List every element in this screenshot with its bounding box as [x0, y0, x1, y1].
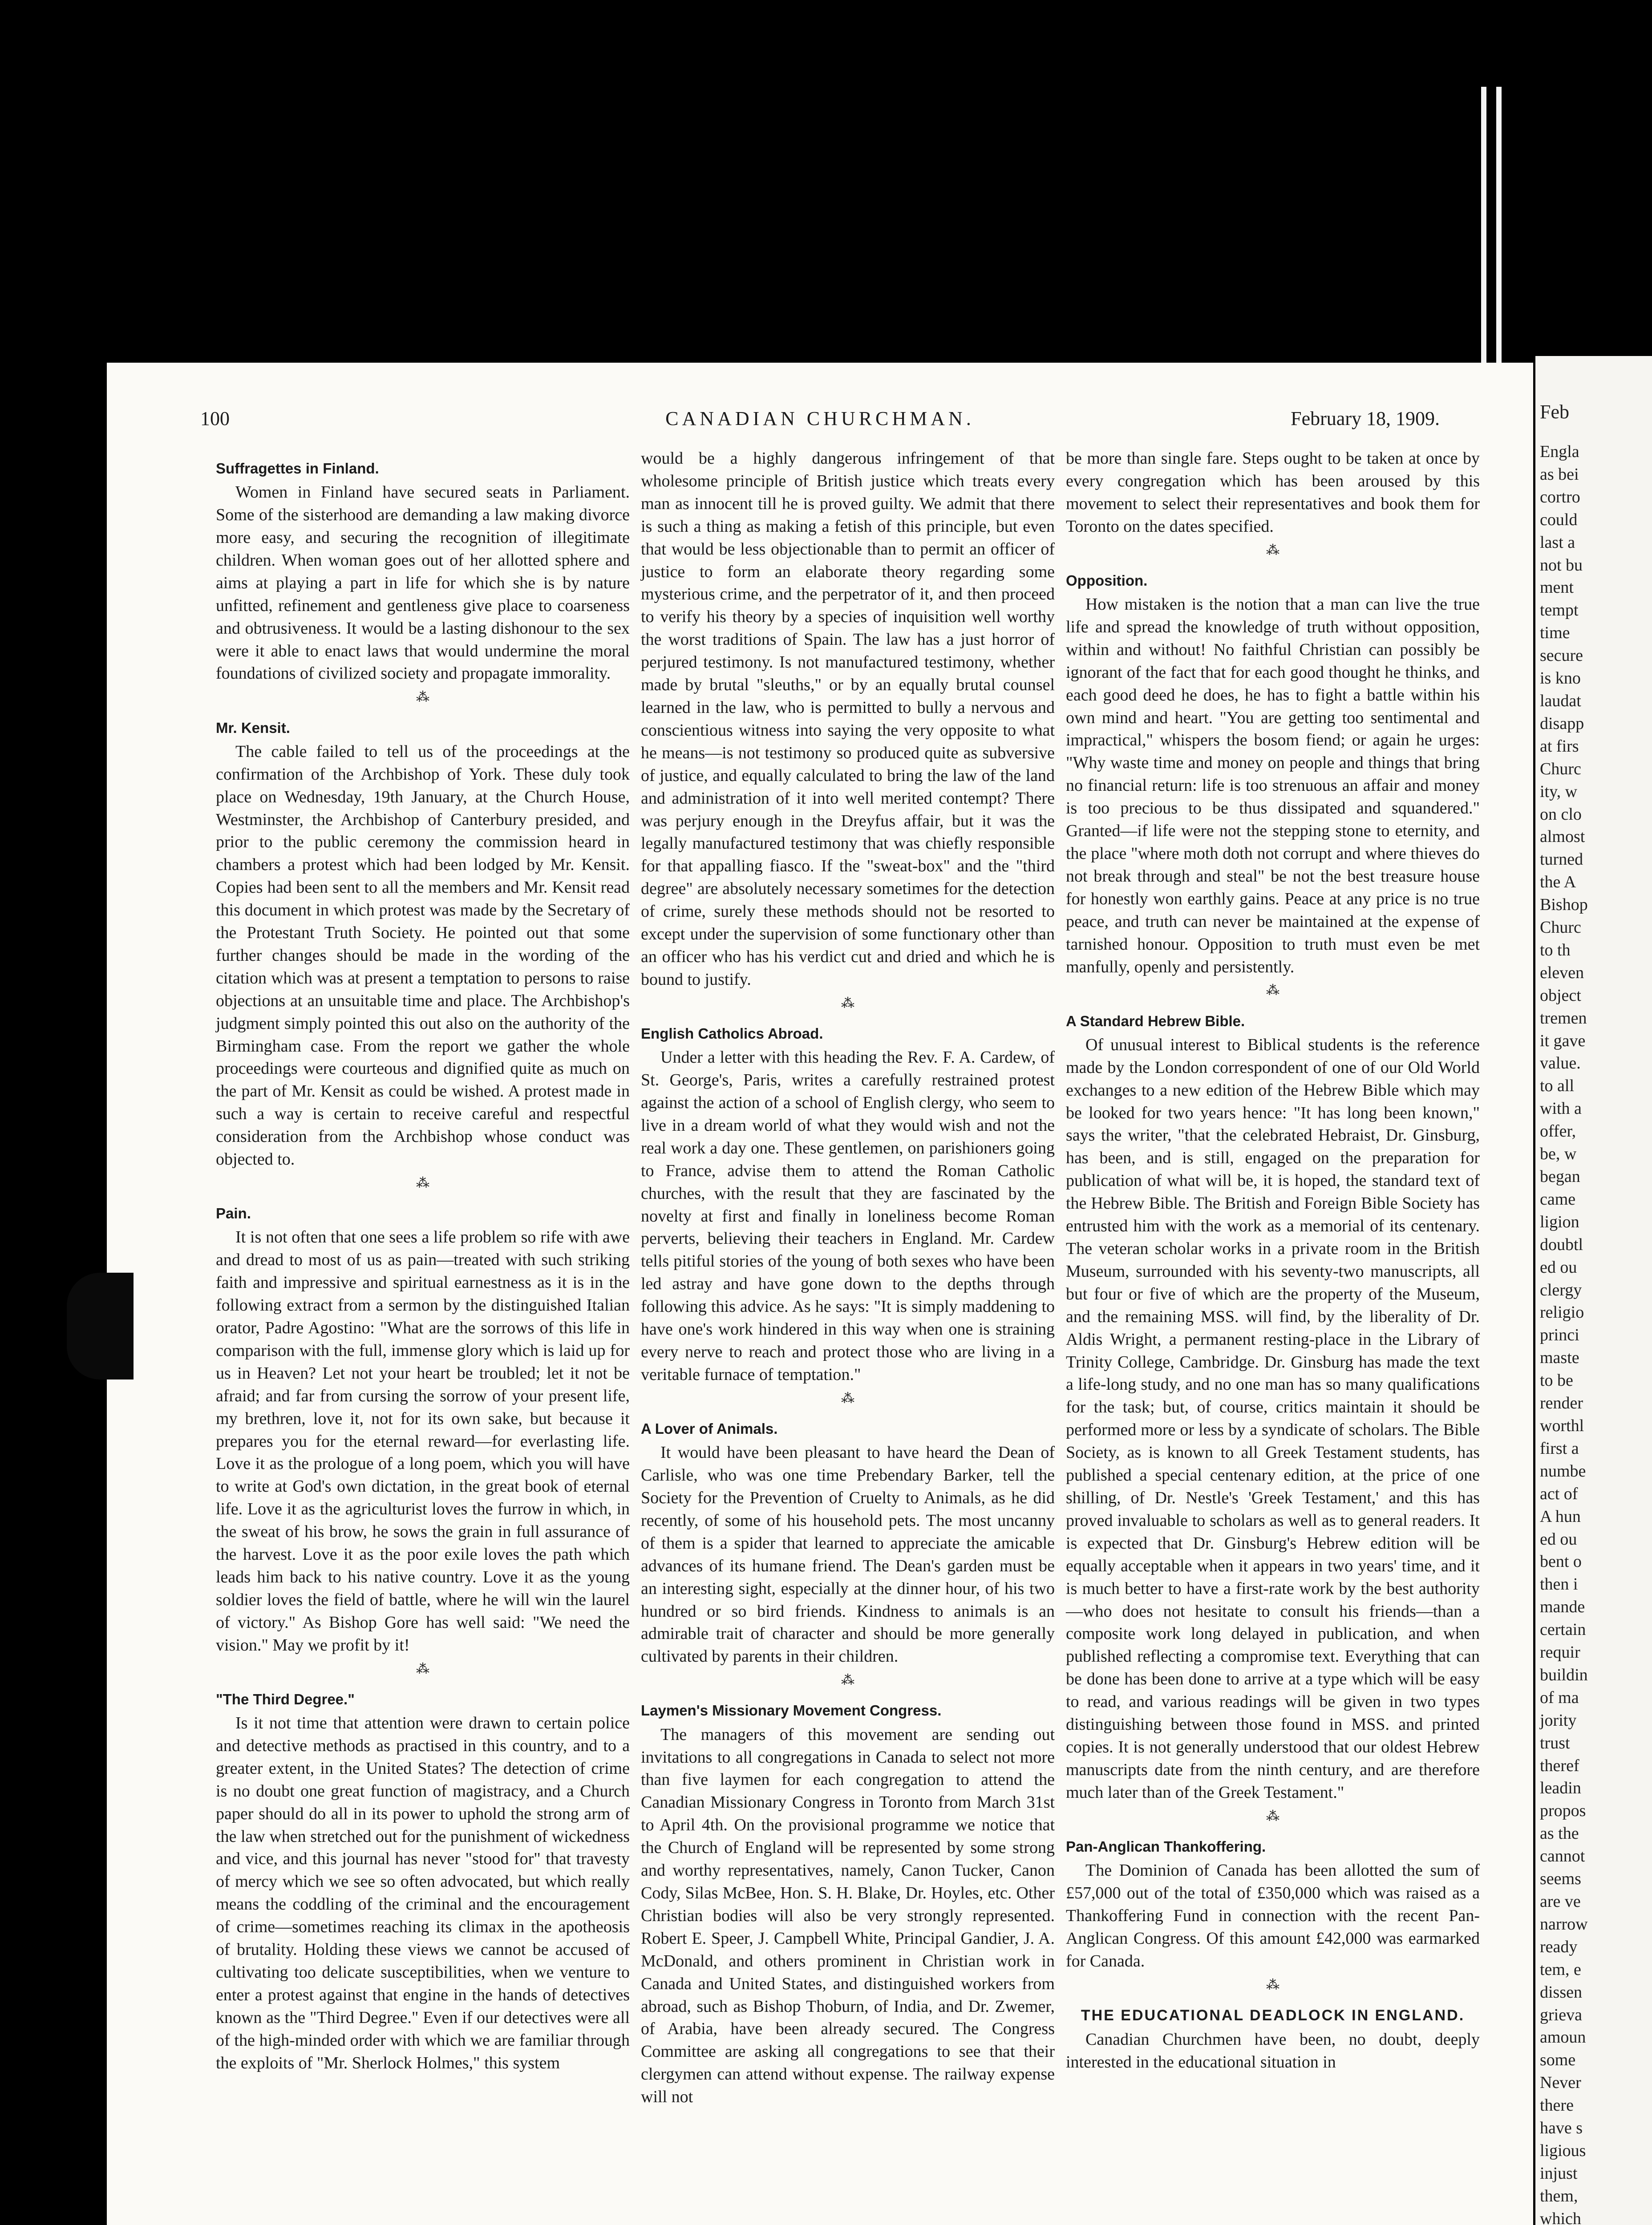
article-paragraph: The Dominion of Canada has been allotted the sum of £57,000 out of the total of £350,000 which was raised as a Thankoffering Fund in connection with the recent Pan-Anglican Congress. Of this amount £42,000 was earmarked for Canada.: [1066, 1861, 1480, 1970]
article-paragraph: Is it not time that attention were drawn to certain police and detective methods as practised in this country, and to a greater extent, in the United States? The detection of crime is no doubt one great function of magistracy, and a Church paper should do all in its power to uphold the strong arm of the law when stretched out for the punishment of wickedness and vice, and this journal has never "stood for" that travesty of mercy which we see so often advocated, but which really means the coddling of the criminal and the encouragement of crime—sometimes reaching its climax in the apotheosis of brutality. Holding these views we cannot be accused of cultivating too delicate susceptibilities, when we venture to enter a protest against that engine in the hands of detectives known as the "Third Degree." Even if our detectives were all of the high-minded order with which we are familiar through the exploits of "Mr. Sherlock Holmes," this system: [216, 1714, 630, 2072]
edge-text-line: is kno: [1540, 669, 1581, 688]
edge-text-line: grieva: [1540, 2005, 1582, 2024]
edge-text-line: ready: [1540, 1937, 1578, 1956]
edge-text-line: came: [1540, 1189, 1576, 1209]
edge-text-line: doubtl: [1540, 1235, 1583, 1254]
edge-text-line: jority: [1540, 1711, 1577, 1730]
edge-text-line: eleven: [1540, 963, 1584, 982]
edge-text-line: at firs: [1540, 736, 1579, 756]
article-heading: Mr. Kensit.: [216, 719, 290, 736]
edge-text-line: leadin: [1540, 1779, 1581, 1798]
edge-text-line: the A: [1540, 873, 1576, 892]
edge-text-line: injust: [1540, 2164, 1578, 2183]
edge-text-line: secure: [1540, 646, 1583, 665]
edge-text-line: as bei: [1540, 465, 1579, 484]
edge-text-line: to all: [1540, 1076, 1575, 1096]
edge-text-line: time: [1540, 623, 1570, 643]
edge-text-line: certain: [1540, 1620, 1586, 1639]
article-heading: Suffragettes in Finland.: [216, 460, 379, 477]
section-ornament: ⁂: [416, 1176, 429, 1190]
edge-text-line: cannot: [1540, 1847, 1585, 1866]
article-paragraph: Canadian Churchmen have been, no doubt, deeply interested in the educational situation in: [1066, 2030, 1480, 2072]
article-heading: "The Third Degree.": [216, 1691, 355, 1707]
column-3: [1066, 447, 1480, 2074]
edge-text-line: some: [1540, 2051, 1576, 2070]
edge-text-line: theref: [1540, 1756, 1579, 1775]
article-paragraph: The managers of this movement are sending out invitations to all congregations in Canada to select not more than five laymen for each congregation to attend the Canadian Missionary Congress in Toronto from March 31st to April 4th. On the provisional programme we notice that the Church of England will be represented by some strong and worthy representatives, namely, Canon Tucker, Canon Cody, Silas McBee, Hon. S. H. Blake, Dr. Hoyles, etc. Other Christian bodies will also be very strongly represented. Robert E. Speer, J. Campbell White, Principal Gandier, J. A. McDonald, and others prominent in Christian work in Canada and United States, and distinguished workers from abroad, such as Bishop Thoburn, of India, and Dr. Zwemer, of Arabia, have been already secured. The Congress Committee are asking all congregations to see that their clergymen can attend without expense. The railway expense will not: [641, 1725, 1055, 2107]
edge-text-line: narrow: [1540, 1914, 1588, 1934]
page-number: 100: [200, 408, 230, 429]
section-ornament: ⁂: [841, 1391, 854, 1406]
edge-text-line: princi: [1540, 1326, 1579, 1345]
edge-text-line: Never: [1540, 2073, 1581, 2092]
section-ornament: ⁂: [1266, 983, 1279, 998]
edge-text-line: of ma: [1540, 1688, 1579, 1707]
edge-text-line: on clo: [1540, 805, 1582, 824]
binding-hole: [67, 1273, 134, 1380]
article-heading: Pain.: [216, 1205, 251, 1222]
section-ornament: ⁂: [416, 1661, 429, 1676]
edge-text-line: buildin: [1540, 1665, 1588, 1684]
edge-text-line: maste: [1540, 1348, 1579, 1367]
article-paragraph: Women in Finland have secured seats in Parliament. Some of the sisterhood are demanding a law making divorce more easy, and securing the recognition of illegitimate children. When woman goes out of her allotted sphere and aims at playing a part in life for which she is by nature unfitted, refinement and gentleness give place to coarseness and obtrusiveness. It would be a lasting dishonour to the sex were it able to enact laws that would undermine the moral foundations of civilized society and propagate immorality.: [216, 483, 630, 683]
edge-text-line: disapp: [1540, 714, 1584, 733]
issue-date: February 18, 1909.: [1291, 408, 1440, 429]
edge-text-line: ligious: [1540, 2141, 1586, 2160]
edge-text-line: it gave: [1540, 1031, 1586, 1050]
article-heading: Opposition.: [1066, 572, 1148, 589]
edge-text-line: propos: [1540, 1801, 1586, 1820]
article-paragraph: be more than single fare. Steps ought to be taken at once by every congregation which has been aroused by this movement to select their representatives and book them for Toronto on the dates specified.: [1066, 449, 1480, 536]
newspaper-page: [107, 363, 1533, 2225]
section-ornament: ⁂: [841, 995, 854, 1011]
edge-text-line: to th: [1540, 940, 1571, 959]
edge-text-line: them,: [1540, 2186, 1578, 2205]
edge-text-line: cortro: [1540, 487, 1580, 506]
edge-text-line: could: [1540, 510, 1578, 529]
edge-text-line: religio: [1540, 1303, 1584, 1322]
article-paragraph: Of unusual interest to Biblical students is the reference made by the London correspondent of one of our Old World exchanges to a new edition of the Hebrew Bible which may be looked for two years hence: "It has long been known," says the writer, "that the celebrated Hebraist, Dr. Ginsburg, has been, and is still, engaged on the preparation for publication of what will be, it is hoped, the standard text of the Hebrew Bible. The British and Foreign Bible Society has entrusted him with the work as a memorial of its centenary. The veteran scholar works in a private room in the British Museum, surrounded with his seventy-two manuscripts, all but four or five of which are the property of the Museum, and the remaining MSS. will find, by the liberality of Dr. Aldis Wright, a permanent resting-place in the Library of Trinity College, Cambridge. Dr. Ginsburg has made the text a life-long study, and no one man has so many qualifications for the task; but, of course, critics maintain it should be performed more or less by a syndicate of scholars. The Bible Society, as is known to all Greek Testament students, has published a special centenary edition, at the price of one shilling, of Dr. Nestle's 'Greek Testament,' and this has proved invaluable to scholars as well as to general readers. It is expected that Dr. Ginsburg's Hebrew edition will be equally acceptable when it appears in two years' time, and it is much better to have a first-rate work by the best authority—who does not hesitate to consult his friends—than a composite work long delayed in publication, and when published reflecting a compromise text. Everything that can be done has been done to arrive at a type which will be easy to read, and various readings will be given in two types distinguishing between those found in MSS. and printed copies. It is not generally understood that our oldest Hebrew manuscripts date from the ninth century, and are therefore much later than of the Greek Testament.": [1066, 1035, 1480, 1802]
edge-text-line: numbe: [1540, 1461, 1586, 1481]
article-heading: THE EDUCATIONAL DEADLOCK IN ENGLAND.: [1081, 2007, 1465, 2024]
edge-text-line: last a: [1540, 533, 1575, 552]
edge-text-line: ity, w: [1540, 782, 1578, 801]
page-header: [200, 407, 1440, 434]
edge-text-line: began: [1540, 1167, 1580, 1186]
edge-text-line: seems: [1540, 1869, 1581, 1889]
edge-text-line: requir: [1540, 1643, 1580, 1662]
edge-text-line: are ve: [1540, 1892, 1581, 1911]
edge-text-line: amoun: [1540, 2028, 1586, 2047]
edge-text-line: worthl: [1540, 1416, 1584, 1435]
edge-text-line: not bu: [1540, 555, 1583, 574]
edge-text-line: bent o: [1540, 1552, 1582, 1571]
edge-text-line: almost: [1540, 827, 1585, 846]
edge-text-line: render: [1540, 1394, 1583, 1413]
edge-text-line: tremen: [1540, 1008, 1587, 1028]
article-heading: Laymen's Missionary Movement Congress.: [641, 1702, 942, 1719]
edge-text-line: Engla: [1540, 442, 1579, 461]
article-paragraph: Under a letter with this heading the Rev. F. A. Cardew, of St. George's, Paris, writes a carefully restrained protest against the action of a school of English clergy, who seem to live in a dream world of what they would wish and not the real work a day one. These gentlemen, on parishioners going to France, advise them to attend the Roman Catholic churches, with the result that they are fascinated by the novelty at first and finally in loneliness become Roman perverts, believing their teachers in England. Mr. Cardew tells pitiful stories of the young of both sexes who have been led astray and have gone down to the depths through following this advice. As he says: "It is simply maddening to have one's work hindered in this way when one is straining every nerve to reach and protect those who are living in a veritable furnace of temptation.": [641, 1048, 1055, 1384]
article-heading: Pan-Anglican Thankoffering.: [1066, 1838, 1266, 1855]
edge-text-line: ed ou: [1540, 1529, 1577, 1549]
article-paragraph: It is not often that one sees a life problem so rife with awe and dread to most of us as pain—treated with such striking faith and impressive and spiritual earnestness as it is in the following extract from a sermon by the distinguished Italian orator, Padre Agostino: "What are the sorrows of this life in comparison with the full, immense glory which is laid up for us in Heaven? Let not your heart be troubled; let it not be afraid; and far from cursing the sorrow of your present life, my brethren, love it, not for its own sake, but because it prepares you for the eternal reward—for everlasting life. Love it as the prologue of a long poem, which you will have to write at God's own dictation, in the great book of eternal life. Love it as the agriculturist loves the furrow in which, in the sweat of his brow, he sows the grain in full assurance of the harvest. Love it as the poor exile loves the path which leads him back to his native country. Love it as the young soldier loves the field of battle, where he will win the laurel of victory." As Bishop Gore has well said: "We need the vision." May we profit by it!: [216, 1228, 630, 1655]
column-1: [216, 447, 630, 2075]
edge-text-line: tem, e: [1540, 1960, 1581, 1979]
edge-text-line: then i: [1540, 1575, 1578, 1594]
article-heading: English Catholics Abroad.: [641, 1025, 823, 1042]
edge-text-line: act of: [1540, 1484, 1578, 1503]
edge-text-line: as the: [1540, 1824, 1579, 1843]
edge-text-line: to be: [1540, 1371, 1573, 1390]
edge-text-line: have s: [1540, 2119, 1583, 2138]
section-ornament: ⁂: [1266, 1808, 1279, 1824]
edge-text-line: Bishop: [1540, 895, 1588, 914]
edge-text-line: tempt: [1540, 601, 1579, 620]
article-paragraph: The cable failed to tell us of the proceedings at the confirmation of the Archbishop of York. These duly took place on Wednesday, 19th January, at the Church House, Westminster, the Archbishop of Canterbury presided, and prior to the public ceremony the commission heard in chambers a protest which had been lodged by Mr. Kensit. Copies had been sent to all the members and Mr. Kensit read this document in which protest was made by the Secretary of the Protestant Truth Society. He pointed out that some further changes should be made in the wording of the citation which was at present a temptation to persons to raise objections at an unsuitable time and place. The Archbishop's judgment simply pointed this out also on the authority of the Birmingham case. From the report we gather the whole proceedings were courteous and dignified quite as much on the part of Mr. Kensit as could be wished. A protest made in such a way is certain to receive careful and respectful consideration from the Archbishop whose conduct was objected to.: [216, 742, 630, 1169]
edge-text-line: which: [1540, 2209, 1581, 2225]
edge-text-line: turned: [1540, 850, 1583, 869]
edge-text-line: with a: [1540, 1099, 1582, 1118]
article-heading: A Lover of Animals.: [641, 1420, 778, 1437]
edge-text-line: offer,: [1540, 1122, 1576, 1141]
section-ornament: ⁂: [416, 690, 429, 705]
edge-text-line: ligion: [1540, 1212, 1579, 1231]
next-page-text-fragments: [1535, 441, 1652, 2225]
edge-text-line: first a: [1540, 1439, 1579, 1458]
next-page-header: Feb: [1540, 401, 1569, 423]
article-heading: A Standard Hebrew Bible.: [1066, 1012, 1245, 1029]
section-ornament: ⁂: [1266, 542, 1279, 558]
section-ornament: ⁂: [1266, 1977, 1279, 1992]
edge-text-line: value.: [1540, 1054, 1581, 1073]
edge-text-line: there: [1540, 2096, 1574, 2115]
edge-text-line: object: [1540, 986, 1581, 1005]
next-page-edge: [1535, 356, 1652, 2225]
edge-text-line: trust: [1540, 1733, 1570, 1752]
section-ornament: ⁂: [841, 1673, 854, 1688]
edge-text-line: laudat: [1540, 691, 1581, 710]
edge-text-line: clergy: [1540, 1280, 1582, 1299]
article-paragraph: How mistaken is the notion that a man can live the true life and spread the knowledge of truth without opposition, within and without! No faithful Christian can possibly be ignorant of the fact that for each good thought he thinks, and each good deed he does, he has to fight a battle within his own mind and heart. "You are getting too sentimental and impractical," whispers the bosom fiend; or again he urges: "Why waste time and money on people and things that bring no financial return: life is too strenuous an affair and money is too precious to be thus dissipated and squandered." Granted—if life were not the stepping stone to eternity, and the place "where moth doth not corrupt and where thieves do not break through and steal" be not the best treasure house for honestly won earthly gains. Peace at any price is no true peace, and truth can never be maintained at the expense of tarnished honour. Opposition to truth must even be met manfully, openly and persistently.: [1066, 595, 1480, 976]
edge-text-line: A hun: [1540, 1507, 1581, 1526]
column-2: [641, 447, 1055, 2108]
edge-text-line: dissen: [1540, 1982, 1582, 2002]
edge-text-line: mande: [1540, 1598, 1585, 1617]
publication-title: CANADIAN CHURCHMAN.: [665, 408, 975, 429]
edge-text-line: ment: [1540, 578, 1574, 597]
article-paragraph: It would have been pleasant to have heard the Dean of Carlisle, who was one time Prebendary Barker, tell the Society for the Prevention of Cruelty to Animals, as he did recently, of some of his household pets. The most uncanny of them is a spider that learned to appreciate the amicable advances of its humane friend. The Dean's garden must be an interesting sight, especially at the dinner hour, of his two hundred or so bird friends. Kindness to animals is an admirable trait of character and should be more generally cultivated by parents in their children.: [641, 1443, 1055, 1666]
edge-text-line: be, w: [1540, 1145, 1577, 1164]
edge-text-line: Churc: [1540, 918, 1581, 937]
edge-text-line: ed ou: [1540, 1258, 1577, 1277]
edge-text-line: Churc: [1540, 759, 1581, 778]
article-paragraph: would be a highly dangerous infringement of that wholesome principle of British justice which treats every man as innocent till he is proved guilty. We admit that there is such a thing as making a fetish of this principle, but even that would be less objectionable than to permit an officer of justice to form an elaborate theory regarding some mysterious crime, and the perpetrator of it, and then proceed to verify his theory by a species of inquisition well worthy the worst traditions of Spain. The law has a just horror of perjured testimony. Is not manufactured testimony, whether made by brutal "sleuths," or by an equally brutal counsel learned in the law, who is permitted to bully a nervous and conscientious witness into saying the very opposite to what he means—is not testimony so produced quite as subversive of justice, and equally calculated to bring the law of the land and administration of it into well merited contempt? There was perjury enough in the Dreyfus affair, but it was the legally manufactured testimony that was chiefly responsible for that appalling fiasco. If the "sweat-box" and the "third degree" are absolutely necessary sometimes for the detection of crime, surely these methods should not be resorted to except under the supervision of some functionary other than an officer who has his verdict cut and dried and which he is bound to justify.: [641, 449, 1055, 989]
